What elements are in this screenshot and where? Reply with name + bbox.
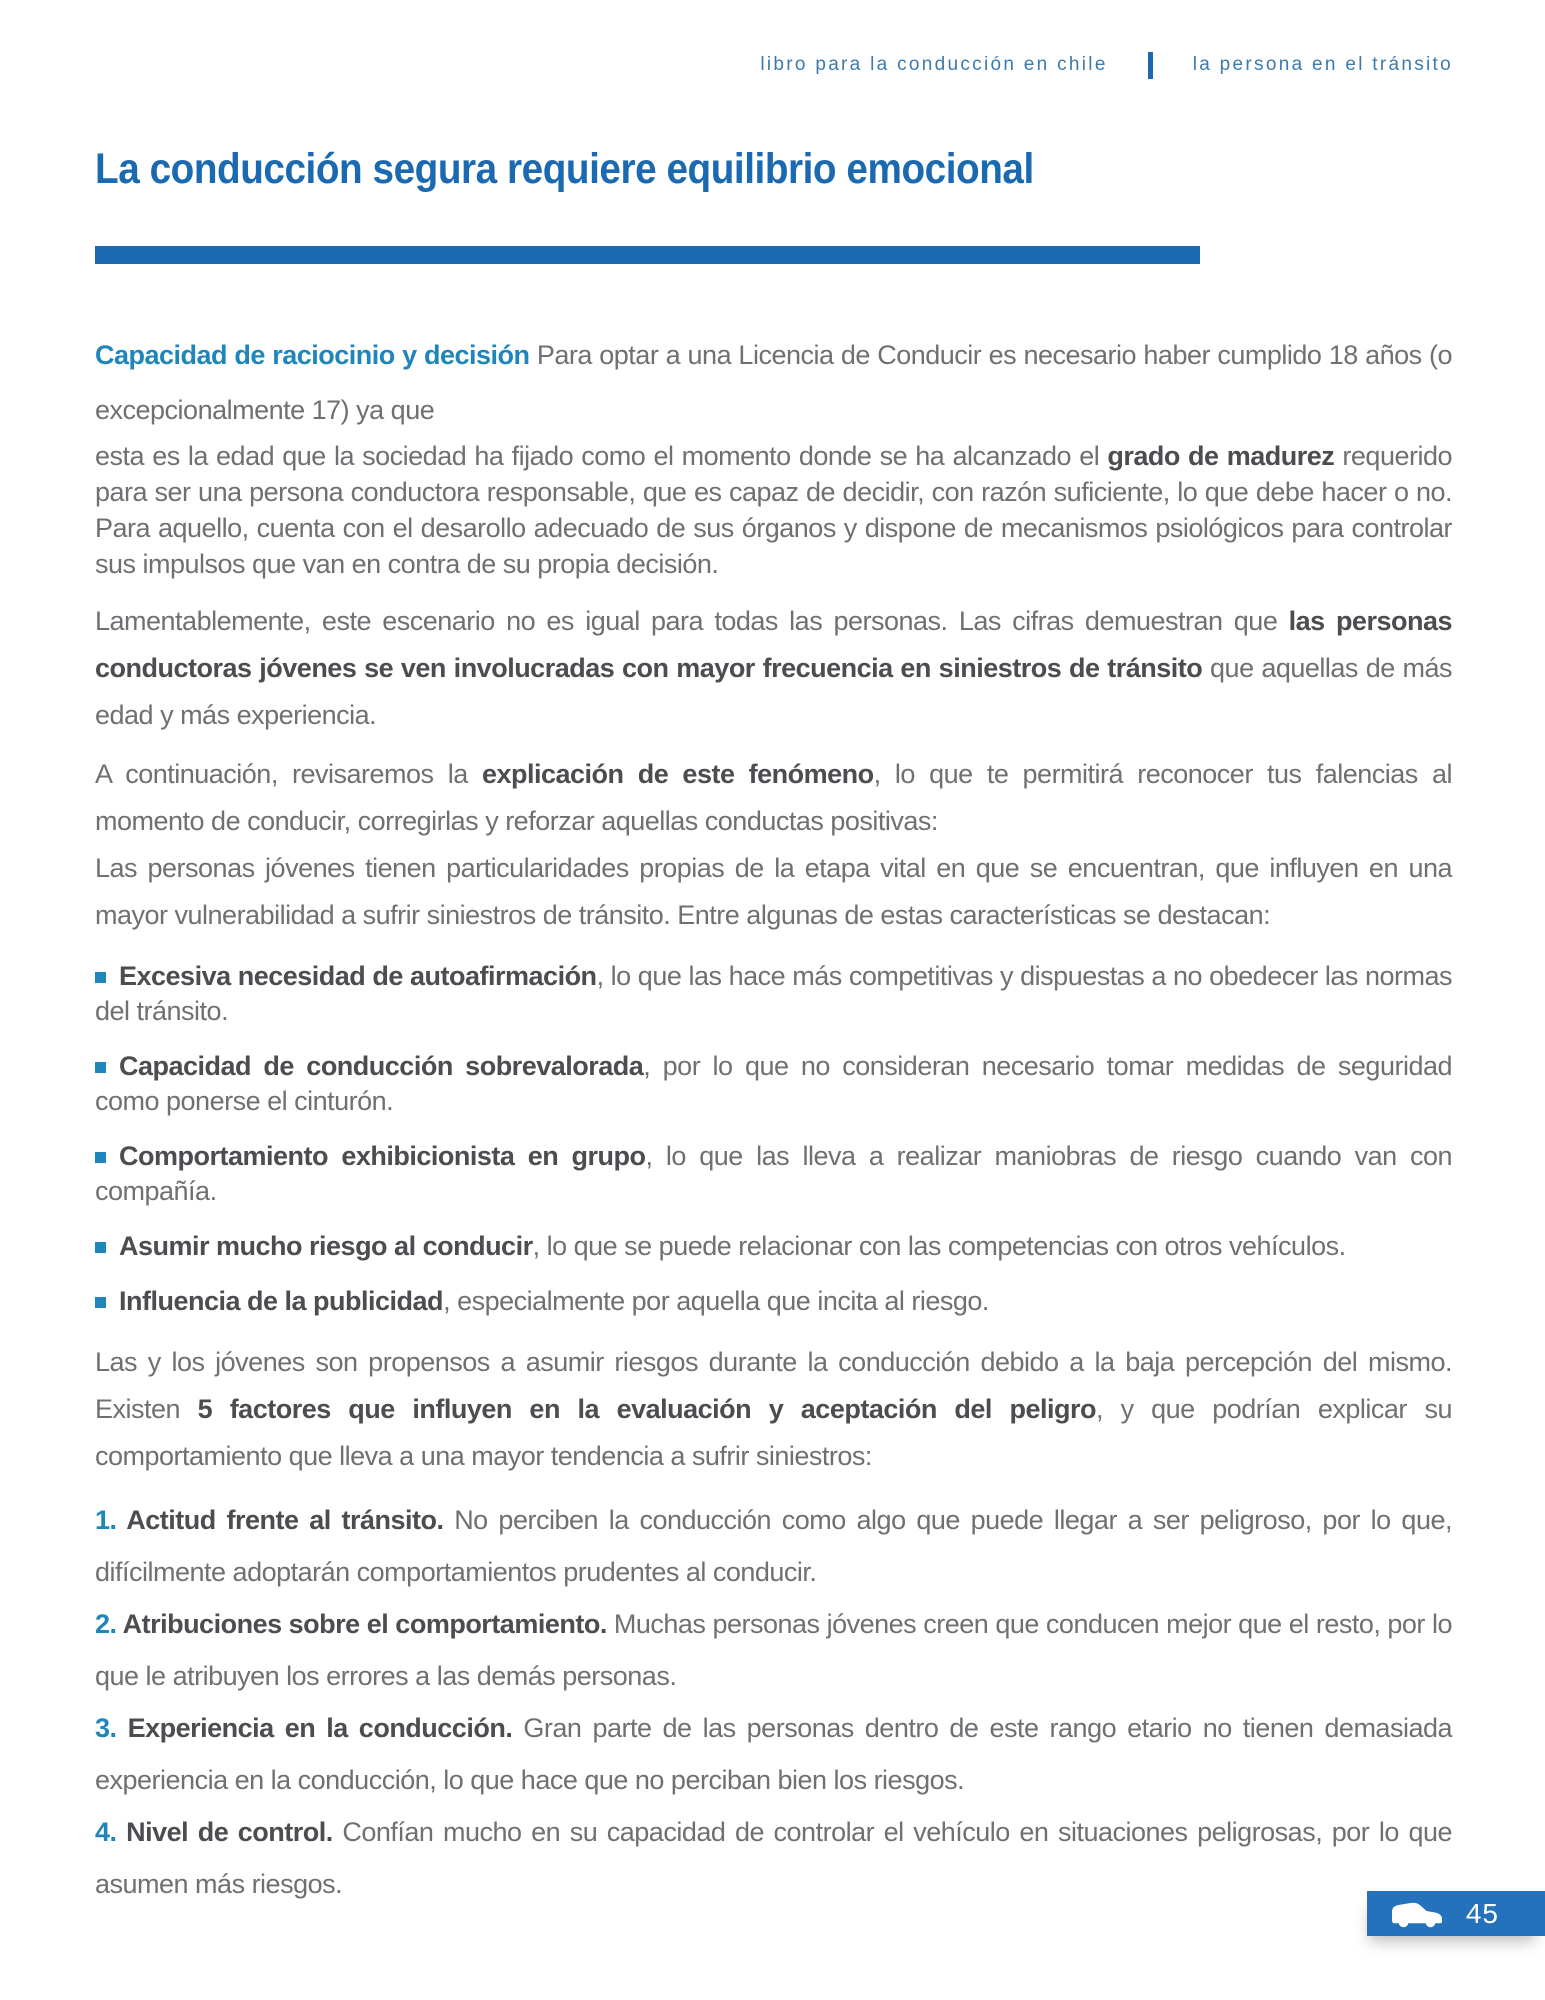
bullet-square-icon — [95, 1242, 106, 1253]
bullet-square-icon — [95, 972, 106, 983]
header-separator-bar — [1148, 52, 1153, 79]
header-book-title: libro para la conducción en chile — [760, 54, 1108, 75]
paragraph-five-factors: Las y los jóvenes son propensos a asumir riesgos durante la conducción debido a la baja percepción del mismo. Existen 5 factores que influyen en la evaluación y aceptación del peligro, y que podrían explicar su comportamiento que lleva a una mayor tendencia a sufrir siniestros: — [95, 1347, 1452, 1471]
bullet-text: Excesiva necesidad de autoafirmación, lo que las hace más competitivas y dispuestas a no obedecer las normas del tránsito. — [95, 961, 1452, 1026]
paragraph-statistics: Lamentablemente, este escenario no es igual para todas las personas. Las cifras demuestran que las personas conductoras jóvenes se ven involucradas con mayor frecuencia en siniestros de tránsito que aquellas de más edad y más experiencia. — [95, 606, 1452, 730]
title-underline-bar — [95, 246, 1200, 264]
car-icon — [1389, 1898, 1445, 1929]
bullet-item — [95, 1139, 1452, 1209]
numbered-list — [95, 1494, 1452, 1910]
page-content — [95, 144, 1452, 1910]
bullet-square-icon — [95, 1297, 106, 1308]
numbered-item: 1. Actitud frente al tránsito. No perciben la conducción como algo que puede llegar a ser peligroso, por lo que, difícilmente adoptarán comportamientos prudentes al conducir. — [95, 1505, 1452, 1587]
bullet-item — [95, 1284, 1452, 1319]
numbered-item: 4. Nivel de control. Confían mucho en su capacidad de controlar el vehículo en situaciones peligrosas, por lo que asumen más riesgos. — [95, 1817, 1452, 1899]
numbered-item: 3. Experiencia en la conducción. Gran parte de las personas dentro de este rango etario no tienen demasiada experiencia en la conducción, lo que hace que no perciban bien los riesgos. — [95, 1713, 1452, 1795]
paragraph-explanation: A continuación, revisaremos la explicación de este fenómeno, lo que te permitirá reconocer tus falencias al momento de conducir, corregirlas y reforzar aquellas conductas positivas: Las personas jóvenes tienen particularidades propias de la etapa vital en que se encuentran, que influyen en una mayor vulnerabilidad a sufrir siniestros de tránsito. Entre algunas de estas características se destacan: — [95, 759, 1452, 930]
header-section-title: la persona en el tránsito — [1192, 54, 1453, 75]
bullet-square-icon — [95, 1152, 106, 1163]
bullet-text: Capacidad de conducción sobrevalorada, por lo que no consideran necesario tomar medidas de seguridad como ponerse el cinturón. — [95, 1051, 1452, 1116]
bullet-text: Influencia de la publicidad, especialmente por aquella que incita al riesgo. — [119, 1286, 989, 1316]
page-title: La conducción segura requiere equilibrio emocional — [95, 145, 1034, 193]
page-number-badge — [1367, 1891, 1545, 1936]
bullet-item — [95, 1229, 1452, 1264]
bullet-item — [95, 1049, 1452, 1119]
bullet-list — [95, 959, 1452, 1319]
page-header — [0, 0, 1453, 80]
bullet-square-icon — [95, 1062, 106, 1073]
bullet-text: Comportamiento exhibicionista en grupo, lo que las lleva a realizar maniobras de riesgo cuando van con compañía. — [95, 1141, 1452, 1206]
page-number: 45 — [1465, 1897, 1499, 1929]
bullet-text: Asumir mucho riesgo al conducir, lo que se puede relacionar con las competencias con otros vehículos. — [119, 1231, 1346, 1261]
paragraph-intro-body: esta es la edad que la sociedad ha fijado como el momento donde se ha alcanzado el grado de madurez requerido para ser una persona conductora responsable, que es capaz de decidir, con razón suficiente, lo que debe hacer o no. Para aquello, cuenta con el desarollo adecuado de sus órganos y dispone de mecanismos psiológicos para controlar sus impulsos que van en contra de su propia decisión. — [95, 441, 1453, 579]
paragraph-intro-lead: Capacidad de raciocinio y decisión Para optar a una Licencia de Conducir es necesario haber cumplido 18 años (o excepcionalmente 17) ya que — [95, 340, 1453, 425]
numbered-item: 2. Atribuciones sobre el comportamiento. Muchas personas jóvenes creen que conducen mejor que el resto, por lo que le atribuyen los errores a las demás personas. — [95, 1609, 1452, 1691]
bullet-item — [95, 959, 1452, 1029]
